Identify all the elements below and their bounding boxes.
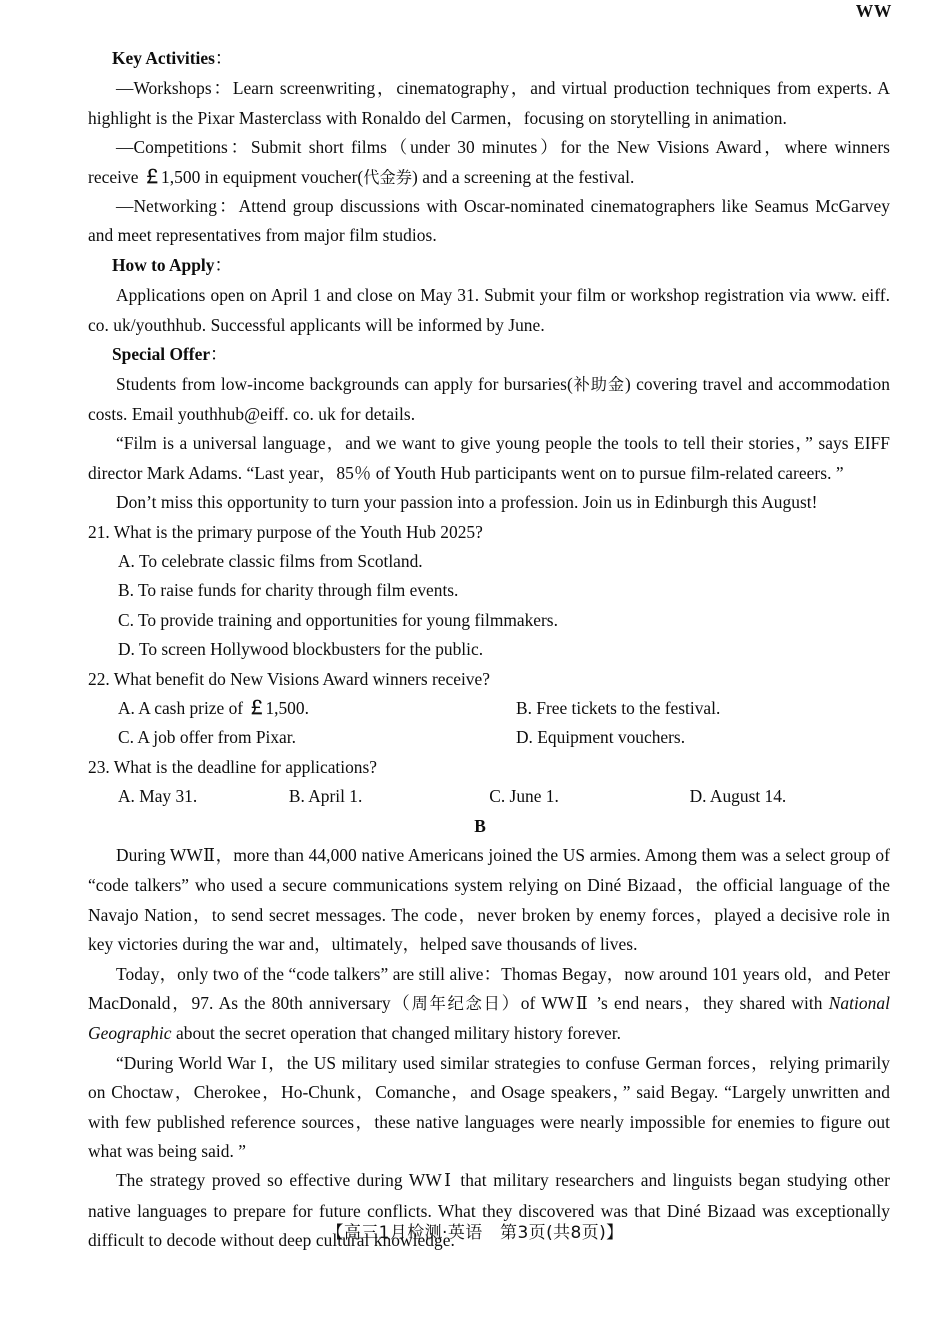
how-to-apply-heading <box>88 251 890 281</box>
roman-numeral-one: Ⅰ <box>441 1171 454 1192</box>
question-23-text: What is the deadline for applications? <box>113 756 377 777</box>
colon-mark: ： <box>214 49 233 69</box>
competitions-suffix: ) and a screening at the festival. <box>412 166 635 187</box>
p4-part-b: that military researchers and linguists began studying other native languages to prepare for future conflicts. What they discovered was that Diné Bizaad was exceptionally difficult to decode without deep cultural knowledge. <box>88 1170 890 1251</box>
how-to-apply-paragraph: Applications open on April 1 and close on May 31. Submit your film or workshop registration via www. eiff. co. uk/youthhub. Successful applicants will be informed by June. <box>88 285 890 335</box>
question-23-option-d[interactable]: D. August 14. <box>689 786 787 807</box>
question-21-option-a[interactable]: A. To celebrate classic films from Scotland. <box>118 550 423 571</box>
special-offer-suffix: ) covering travel and accommodation costs. Email youthhub@eiff. co. uk for details. <box>88 374 891 424</box>
footer-page-label: 【高三1月检测·英语 第3页(共8页)】 <box>326 1223 624 1243</box>
passage-b-section-letter: B <box>474 815 486 836</box>
option-a-prefix: A. A cash prize of <box>118 697 248 718</box>
passage-b-paragraph-1 <box>88 841 890 960</box>
question-21 <box>88 518 890 547</box>
key-activities-label: Key Activities <box>112 48 215 68</box>
special-offer-prefix: Students from low-income backgrounds can apply for bursaries( <box>116 374 573 395</box>
footer-watermark-ww: WW <box>855 1 892 21</box>
page-content <box>88 44 890 1256</box>
question-23-options-row <box>88 782 890 811</box>
question-23-number: 23. <box>88 756 110 777</box>
question-22-option-c[interactable]: C. A job offer from Pixar. <box>118 727 296 748</box>
passage-b-paragraph-3: “During World War I，the US military used similar strategies to confuse German forces，relying primarily on Choctaw，Cherokee，Ho-Chunk，Comanche，and Osage speakers，” said Begay. “Largely unwritten and with few published reference sources，these native languages were nearly impossible for enemies to figure out what was being said. ” <box>88 1052 890 1162</box>
question-23 <box>88 753 890 782</box>
workshops-paragraph: —Workshops：Learn screenwriting，cinematography，and virtual production techniques from experts. A highlight is the Pixar Masterclass with Ronaldo del Carmen，focusing on storytelling in animation. <box>88 78 890 128</box>
competitions-chinese-gloss: 代金券 <box>363 167 412 187</box>
magazine-title-italic: National Geographic <box>88 993 890 1044</box>
question-22-option-b[interactable]: B. Free tickets to the festival. <box>516 697 721 718</box>
special-offer-label: Special Offer <box>112 344 211 365</box>
p2-part-a: Today，only two of the “code talkers” are still alive：Thomas Begay，now around 101 years old，and Peter MacDonald，97. As the 80th anniversary（ <box>88 963 890 1013</box>
competitions-mid: 1,500 in equipment voucher( <box>161 166 364 187</box>
question-23-option-c[interactable]: C. June 1. <box>489 786 559 807</box>
passage-b-paragraph-2 <box>88 960 890 1049</box>
question-22-options-row-2 <box>88 723 890 752</box>
colon-mark: ： <box>210 345 228 366</box>
p1-prefix: During WW <box>116 844 203 865</box>
option-a-suffix: 1,500. <box>265 697 309 718</box>
director-quote-paragraph: “Film is a universal language，and we want to give young people the tools to tell their stories，” says EIFF director Mark Adams. “Last year，85％ of Youth Hub participants went on to pursue film-related careers. ” <box>88 433 890 483</box>
how-to-apply-label: How to Apply <box>112 254 215 275</box>
networking-paragraph: —Networking：Attend group discussions with Oscar-nominated cinematographers like Seamus McGarvey and meet representatives from major film studios. <box>88 196 890 246</box>
question-21-text: What is the primary purpose of the Youth Hub 2025? <box>113 521 483 542</box>
pound-symbol: ￡ <box>142 166 162 187</box>
p2-part-d: about the secret operation that changed military history forever. <box>171 1023 622 1044</box>
key-activities-heading <box>88 44 890 74</box>
question-21-option-c[interactable]: C. To provide training and opportunities for young filmmakers. <box>118 609 558 630</box>
p1-body: ，more than 44,000 native Americans joined the US armies. Among them was a select group of “code talkers” who used a secure communications system relying on Diné Bizaad，the official language of the Navajo Nation，to send secret messages. The code，never broken by enemy forces，played a decisive role in key victories during the war and，ultimately，helped save thousands of lives. <box>88 844 890 955</box>
special-offer-paragraph <box>88 370 890 429</box>
roman-numeral-two: Ⅱ <box>574 994 590 1014</box>
question-23-option-a[interactable]: A. May 31. <box>118 786 198 807</box>
pound-symbol: ￡ <box>247 697 266 718</box>
anniversary-chinese-gloss: 周年纪念日 <box>411 994 502 1013</box>
p2-part-c: ’s end nears，they shared with <box>589 993 829 1013</box>
roman-numeral-two: Ⅱ <box>202 845 216 866</box>
special-offer-heading <box>88 340 890 370</box>
question-22-number: 22. <box>88 668 110 689</box>
colon-mark: ： <box>214 255 232 276</box>
page-footer <box>0 1218 950 1258</box>
question-21-number: 21. <box>88 521 110 542</box>
question-22-option-a[interactable] <box>88 694 486 723</box>
p2-part-b: ）of WW <box>501 993 575 1013</box>
question-21-option-d[interactable]: D. To screen Hollywood blockbusters for the public. <box>118 639 484 660</box>
question-22-options-row-1 <box>88 694 890 723</box>
question-23-option-b[interactable]: B. April 1. <box>288 786 363 807</box>
closing-paragraph: Don’t miss this opportunity to turn your passion into a profession. Join us in Edinburgh this August! <box>116 492 818 513</box>
competitions-paragraph <box>88 133 890 192</box>
question-22 <box>88 665 890 694</box>
question-21-option-b[interactable]: B. To raise funds for charity through film events. <box>118 580 459 601</box>
question-22-option-d[interactable]: D. Equipment vouchers. <box>516 727 686 748</box>
competitions-prefix: —Competitions：Submit short films（under 30 minutes）for the New Visions Award，where winners receive <box>88 137 890 187</box>
p4-part-a: The strategy proved so effective during WW <box>116 1170 442 1191</box>
question-22-text: What benefit do New Visions Award winners receive? <box>113 668 490 689</box>
bursaries-chinese-gloss: 补助金 <box>572 375 625 395</box>
